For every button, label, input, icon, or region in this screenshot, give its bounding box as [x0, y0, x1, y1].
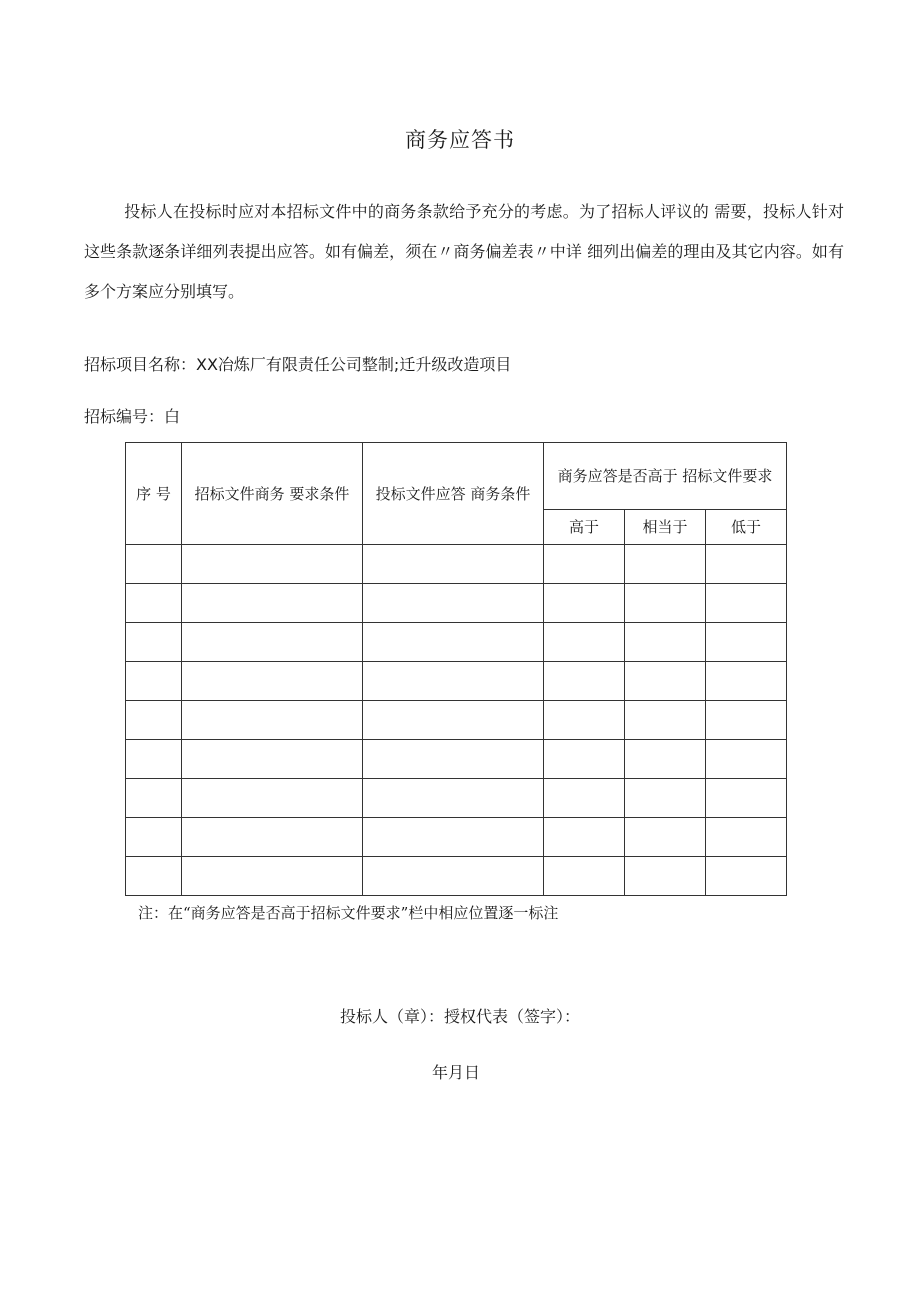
- table-cell: [126, 662, 182, 701]
- table-cell: [706, 779, 787, 818]
- intro-paragraph: [84, 192, 844, 312]
- table-cell: [182, 779, 363, 818]
- project-number-field: 招标编号：白: [84, 407, 181, 426]
- commercial-response-table: [125, 442, 787, 896]
- table-cell: [182, 584, 363, 623]
- table-cell: [706, 662, 787, 701]
- table-cell: [126, 584, 182, 623]
- project-name-field: 招标项目名称：XX冶炼厂有限责任公司整制;迁升级改造项目: [84, 355, 512, 374]
- table-cell: [182, 818, 363, 857]
- table-row: [126, 740, 787, 779]
- table-cell: [544, 818, 625, 857]
- table-cell: [625, 701, 706, 740]
- table-cell: [625, 857, 706, 896]
- header-comparison: 商务应答是否高于 招标文件要求: [544, 443, 787, 510]
- table-row: [126, 779, 787, 818]
- table-cell: [625, 740, 706, 779]
- table-cell: [625, 584, 706, 623]
- table-cell: [126, 545, 182, 584]
- table-cell: [544, 701, 625, 740]
- table-row: [126, 662, 787, 701]
- table-cell: [182, 740, 363, 779]
- table-row: [126, 857, 787, 896]
- intro-text: 投标人在投标时应对本招标文件中的商务条款给予充分的考虑。为了招标人评议的 需要，投标人针对这些条款逐条详细列表提出应答。如有偏差，须在〃商务偏差表〃中详 细列出偏差的理由及其它内容。如有多个方案应分别填写。: [84, 202, 844, 301]
- table-cell: [182, 701, 363, 740]
- table-cell: [363, 545, 544, 584]
- table-cell: [182, 545, 363, 584]
- table-cell: [363, 779, 544, 818]
- table-cell: [363, 662, 544, 701]
- table-cell: [625, 818, 706, 857]
- table-cell: [706, 545, 787, 584]
- header-higher: 高于: [544, 510, 625, 545]
- table-cell: [182, 662, 363, 701]
- table-cell: [363, 818, 544, 857]
- table-body: [126, 545, 787, 896]
- table-cell: [182, 623, 363, 662]
- table-cell: [706, 584, 787, 623]
- table-cell: [544, 857, 625, 896]
- header-tender-terms: 招标文件商务 要求条件: [182, 443, 363, 545]
- table-cell: [363, 623, 544, 662]
- table-cell: [363, 584, 544, 623]
- table-cell: [625, 662, 706, 701]
- table-cell: [706, 857, 787, 896]
- table-cell: [126, 818, 182, 857]
- table-cell: [706, 818, 787, 857]
- table-row: [126, 545, 787, 584]
- date-line: 年月日: [431, 1063, 480, 1082]
- document-title: 商务应答书: [405, 128, 515, 152]
- table-cell: [706, 623, 787, 662]
- table-cell: [126, 857, 182, 896]
- table-cell: [363, 740, 544, 779]
- signature-line: 投标人（章）：授权代表（签字）：: [339, 1007, 580, 1026]
- table-cell: [363, 701, 544, 740]
- table-cell: [126, 740, 182, 779]
- table-cell: [182, 857, 363, 896]
- header-lower: 低于: [706, 510, 787, 545]
- table-row: [126, 584, 787, 623]
- table-row: [126, 818, 787, 857]
- table-note: 注：在“商务应答是否高于招标文件要求”栏中相应位置逐一标注: [138, 904, 559, 922]
- table-cell: [363, 857, 544, 896]
- table-cell: [706, 701, 787, 740]
- table-cell: [544, 545, 625, 584]
- table-row: [126, 701, 787, 740]
- table-cell: [544, 662, 625, 701]
- table-cell: [625, 623, 706, 662]
- table-cell: [706, 740, 787, 779]
- header-seq: 序 号: [126, 443, 182, 545]
- table-cell: [126, 779, 182, 818]
- header-bid-terms: 投标文件应答 商务条件: [363, 443, 544, 545]
- table-cell: [625, 545, 706, 584]
- table-cell: [544, 584, 625, 623]
- table-row: [126, 623, 787, 662]
- table-cell: [126, 623, 182, 662]
- table-cell: [126, 701, 182, 740]
- header-equal: 相当于: [625, 510, 706, 545]
- table-cell: [544, 740, 625, 779]
- table-cell: [544, 623, 625, 662]
- table-cell: [544, 779, 625, 818]
- table-cell: [625, 779, 706, 818]
